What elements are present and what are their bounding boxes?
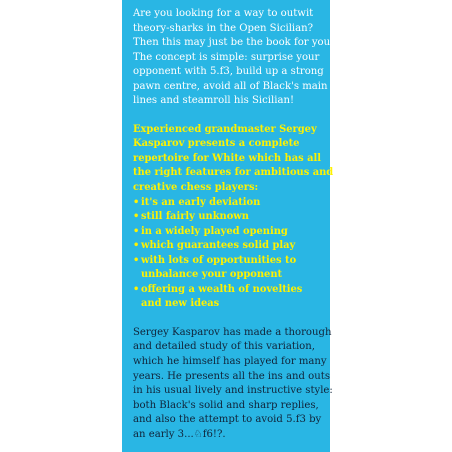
feature-item [133, 210, 324, 225]
feature-item [133, 225, 324, 240]
feature-text-continued: and new ideas [141, 298, 220, 310]
closing-paragraph [133, 326, 333, 442]
feature-item [133, 196, 324, 211]
feature-text-continued: unbalance your opponent [141, 269, 283, 281]
intro-line: lines and steamroll his Sicilian! [133, 95, 295, 107]
pitch-line: Experienced grandmaster Sergey [133, 123, 317, 135]
bullet-icon: • [133, 240, 140, 252]
blurb-panel [122, 0, 334, 452]
intro-paragraph [133, 7, 334, 109]
closing-line: and detailed study of this variation, [133, 341, 315, 353]
pitch-line: the right features for ambitious and [133, 167, 334, 179]
bullet-icon: • [133, 211, 140, 223]
feature-text: which guarantees solid play [141, 240, 296, 252]
closing-line: an early 3...♘f6!?. [133, 428, 226, 440]
pitch-line: Kasparov presents a complete [133, 138, 300, 150]
feature-list [133, 196, 324, 312]
pitch-paragraph [133, 123, 334, 196]
intro-line: The concept is simple: surprise your [133, 51, 320, 63]
bullet-icon: • [133, 196, 140, 208]
feature-text: offering a wealth of novelties [141, 283, 303, 295]
pitch-line: creative chess players: [133, 182, 259, 194]
closing-line: Sergey Kasparov has made a thorough [133, 326, 332, 338]
feature-item [133, 239, 324, 254]
feature-text: in a widely played opening [141, 225, 288, 237]
intro-line: theory-sharks in the Open Sicilian? [133, 22, 314, 34]
feature-item [133, 283, 324, 312]
bullet-icon: • [133, 225, 140, 237]
closing-line: in his usual lively and instructive style: [133, 385, 333, 397]
intro-line: Are you looking for a way to outwit [133, 8, 314, 19]
pitch-line: repertoire for White which has all [133, 152, 322, 164]
intro-line: pawn centre, avoid all of Black's main [133, 80, 328, 92]
closing-line: years. He presents all the ins and outs [133, 370, 331, 382]
feature-item [133, 254, 324, 283]
closing-line: which he himself has played for many [133, 356, 327, 368]
feature-text: it's an early deviation [141, 196, 261, 208]
feature-text: with lots of opportunities to [141, 254, 297, 266]
bullet-icon: • [133, 283, 140, 295]
bullet-icon: • [133, 254, 140, 266]
intro-line: opponent with 5.f3, build up a strong [133, 66, 324, 78]
closing-line: and also the attempt to avoid 5.f3 by [133, 414, 322, 426]
feature-text: still fairly unknown [141, 211, 249, 223]
intro-line: Then this may just be the book for you. [133, 37, 334, 49]
closing-line: both Black's solid and sharp replies, [133, 399, 319, 411]
